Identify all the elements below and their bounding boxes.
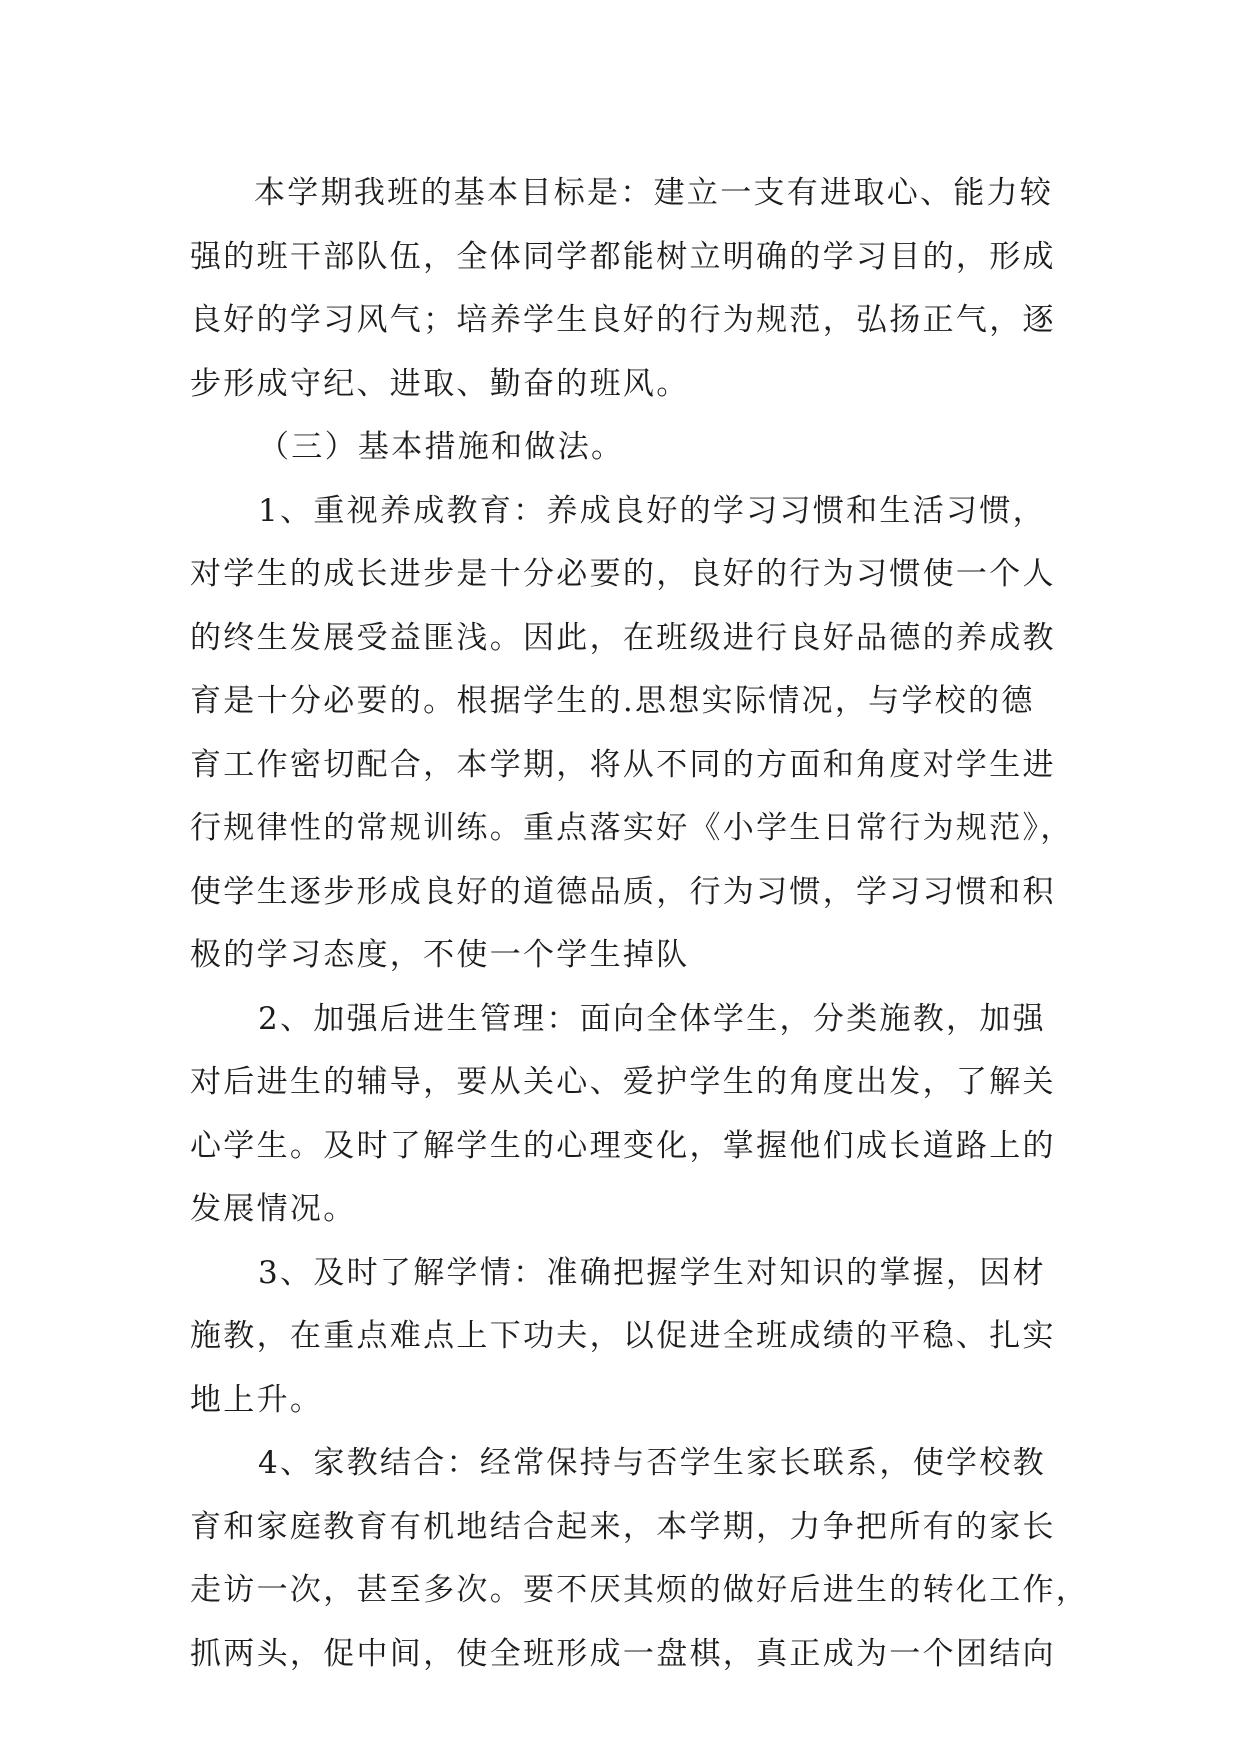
paragraph-item-3-line: 地上升。	[190, 1381, 324, 1418]
paragraph-item-2-line: 2、加强后进生管理：面向全体学生，分类施教，加强	[258, 1000, 1046, 1037]
paragraph-item-4-line: 抓两头，促中间，使全班形成一盘棋，真正成为一个团结向	[190, 1635, 1056, 1672]
paragraph-goal-line: 良好的学习风气；培养学生良好的行为规范，弘扬正气，逐	[190, 302, 1056, 338]
paragraph-item-1-line: 行规律性的常规训练。重点落实好《小学生日常行为规范》，	[190, 810, 1074, 846]
paragraph-item-1-line: 极的学习态度，不使一个学生掉队	[190, 937, 690, 973]
paragraph-item-2-line: 发展情况。	[190, 1191, 357, 1227]
section-heading: （三）基本措施和做法。	[258, 429, 625, 465]
paragraph-goal-line: 步形成守纪、进取、勤奋的班风。	[190, 365, 690, 402]
paragraph-item-2-line: 心学生。及时了解学生的心理变化，掌握他们成长道路上的	[190, 1127, 1056, 1164]
paragraph-item-1-line: 对学生的成长进步是十分必要的，良好的行为习惯使一个人	[190, 556, 1056, 592]
paragraph-item-4-line: 走访一次，甚至多次。要不厌其烦的做好后进生的转化工作，	[190, 1572, 1090, 1608]
paragraph-item-4-line: 育和家庭教育有机地结合起来，本学期，力争把所有的家长	[190, 1508, 1056, 1545]
paragraph-item-3-line: 3、及时了解学情：准确把握学生对知识的掌握，因材	[258, 1254, 1046, 1291]
document-body	[190, 162, 1090, 1686]
paragraph-item-1-line: 的终生发展受益匪浅。因此，在班级进行良好品德的养成教	[190, 619, 1056, 656]
paragraph-item-1-line: 育是十分必要的。根据学生的.思想实际情况，与学校的德	[190, 683, 1035, 719]
paragraph-item-2-line: 对后进生的辅导，要从关心、爱护学生的角度出发，了解关	[190, 1064, 1056, 1100]
paragraph-item-1-line: 育工作密切配合，本学期，将从不同的方面和角度对学生进	[190, 746, 1056, 783]
paragraph-item-4-line: 4、家教结合：经常保持与否学生家长联系，使学校教	[258, 1445, 1046, 1481]
paragraph-goal-line: 强的班干部队伍，全体同学都能树立明确的学习目的，形成	[190, 238, 1056, 275]
paragraph-goal-line: 本学期我班的基本目标是：建立一支有进取心、能力较	[254, 175, 1054, 211]
paragraph-item-1-line: 使学生逐步形成良好的道德品质，行为习惯，学习习惯和积	[190, 873, 1056, 910]
paragraph-item-3-line: 施教，在重点难点上下功夫，以促进全班成绩的平稳、扎实	[190, 1318, 1056, 1354]
paragraph-item-1-line: 1、重视养成教育：养成良好的学习习惯和生活习惯，	[258, 492, 1046, 529]
